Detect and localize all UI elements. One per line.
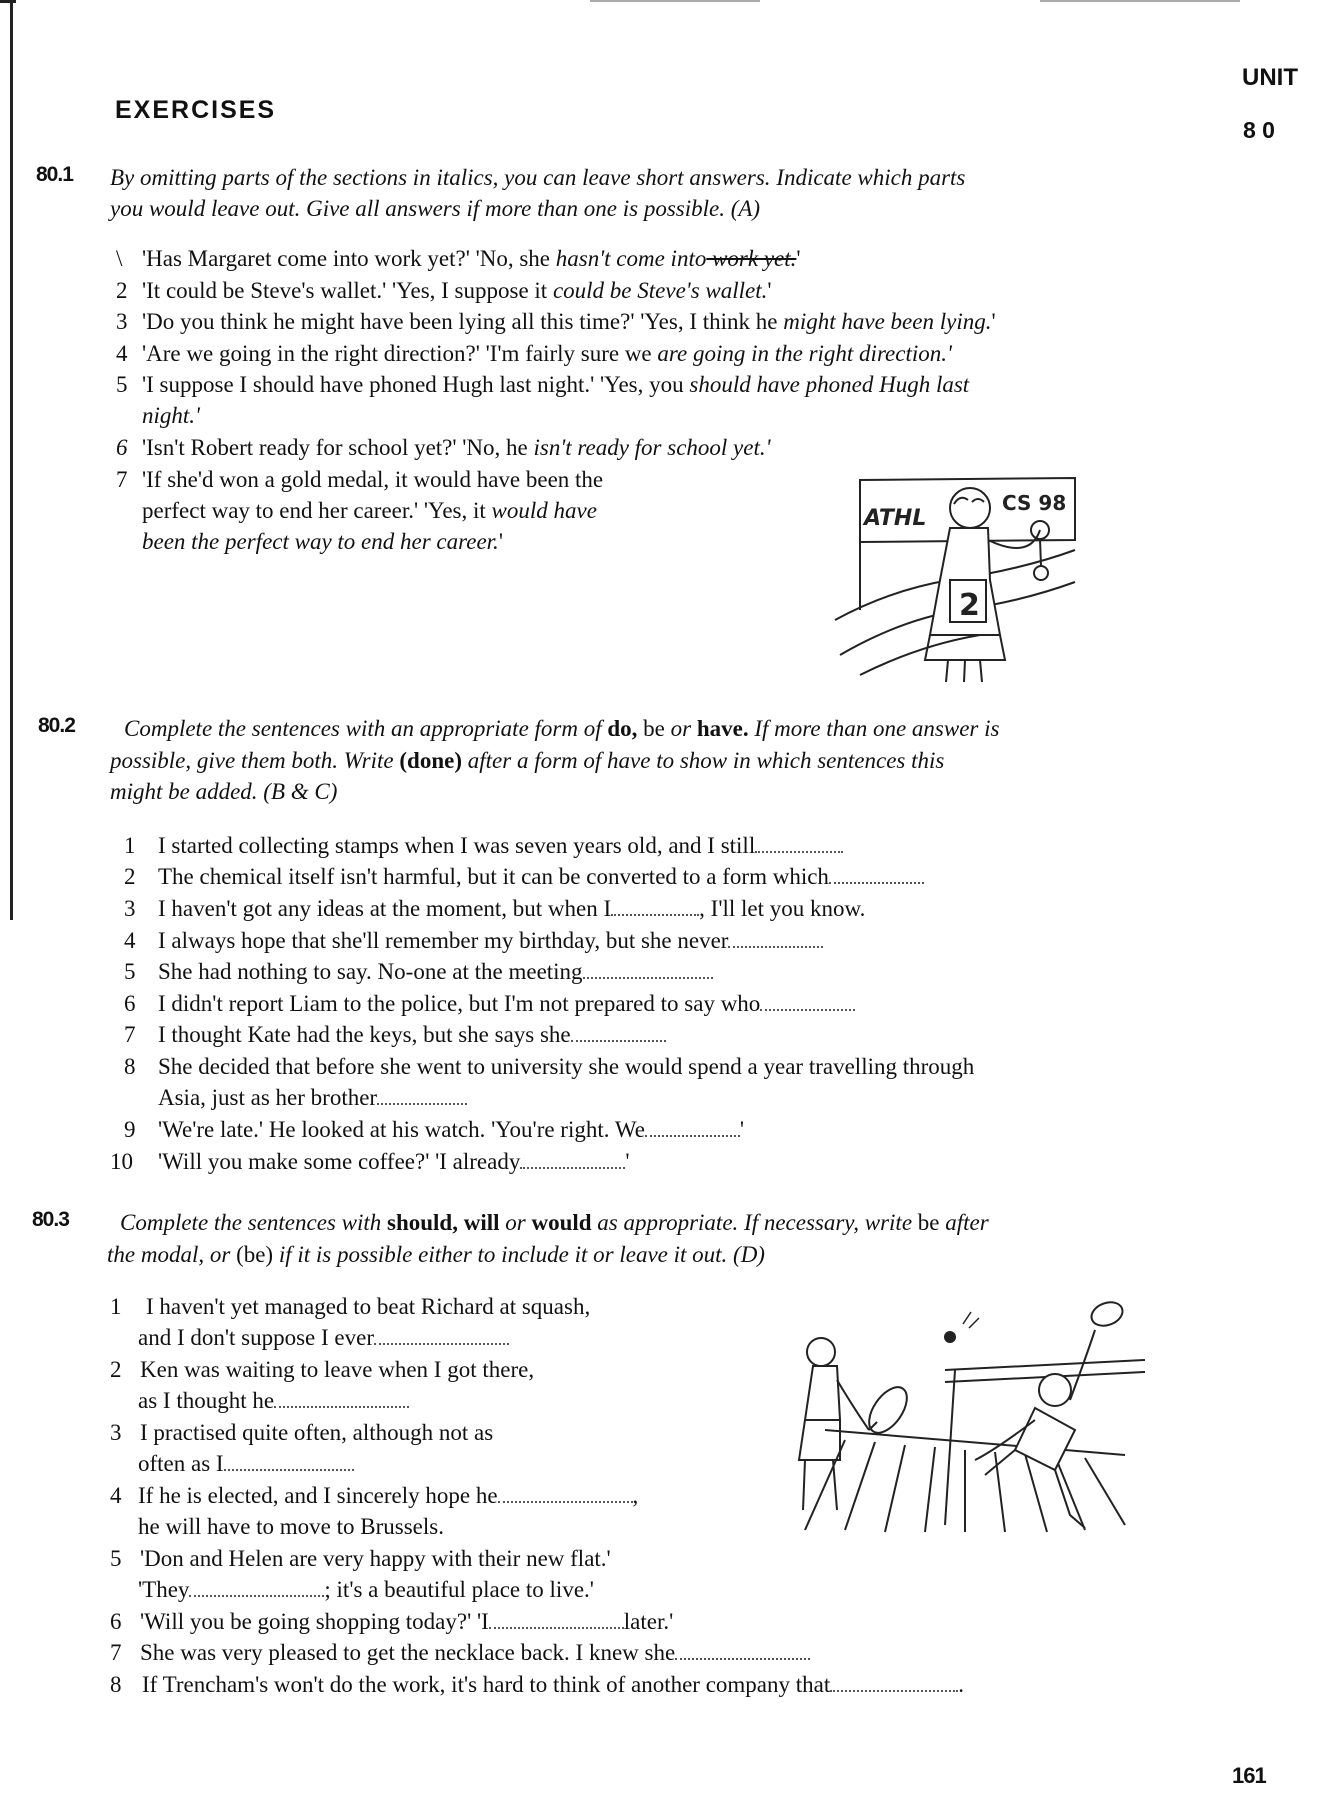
ex3-item-continuation: and I don't suppose I ever	[138, 1323, 509, 1353]
exercise-number-80-1: 80.1	[36, 163, 73, 186]
squash-players-illustration	[785, 1300, 1145, 1540]
answer-blank[interactable]	[583, 959, 713, 979]
answer-blank[interactable]	[755, 833, 843, 853]
ex3-item-continuation: as I thought he	[138, 1386, 409, 1416]
banner-text-left: ATHL	[864, 506, 927, 531]
ex3-item: 2 Ken was waiting to leave when I got there,	[110, 1357, 535, 1382]
ex2-item: 8 She decided that before she went to university she would spend a year travelling through	[124, 1054, 975, 1079]
answer-blank[interactable]	[611, 896, 699, 916]
ex2-instruction-line-3: might be added. (B & C)	[110, 779, 338, 804]
ex1-item: 5 'I suppose I should have phoned Hugh last night.' 'Yes, you should have phoned Hugh last	[116, 372, 970, 397]
answer-blank[interactable]	[377, 1085, 467, 1105]
ex2-item: 5 She had nothing to say. No-one at the meeting	[124, 957, 713, 987]
ex3-item: 3 I practised quite often, although not as	[110, 1420, 494, 1445]
unit-label: UNIT	[1242, 64, 1298, 91]
ex2-item: 1 I started collecting stamps when I was seven years old, and I still	[124, 831, 843, 861]
ex3-item-continuation: 'They ; it's a beautiful place to live.'	[138, 1577, 594, 1602]
answer-blank[interactable]	[274, 1388, 409, 1408]
answer-blank[interactable]	[645, 1117, 740, 1137]
answer-blank[interactable]	[728, 928, 823, 948]
bib-number: 2	[959, 588, 980, 623]
ex1-item: 4 'Are we going in the right direction?' 'I'm fairly sure we are going in the right direction.'	[116, 341, 952, 366]
ex3-item: 6 'Will you be going shopping today?' 'I later.'	[110, 1609, 674, 1634]
ex1-item-continuation: been the perfect way to end her career.'	[142, 529, 503, 554]
ex3-instruction-line-2: the modal, or (be) if it is possible either to include it or leave it out. (D)	[107, 1242, 765, 1267]
ex2-item: 9 'We're late.' He looked at his watch. 'You're right. We '	[124, 1117, 745, 1142]
ex1-item-continuation: perfect way to end her career.' 'Yes, it would have	[142, 498, 597, 523]
ex2-item: 10 'Will you make some coffee?' 'I already '	[110, 1149, 630, 1174]
left-margin-rule	[10, 0, 13, 920]
ex3-item: 5 'Don and Helen are very happy with their new flat.'	[110, 1546, 611, 1571]
answer-blank[interactable]	[489, 1609, 624, 1629]
ex1-item: 2 'It could be Steve's wallet.' 'Yes, I suppose it could be Steve's wallet.'	[116, 278, 772, 303]
ex1-item-continuation: night.'	[142, 403, 200, 428]
exercise-number-80-3: 80.3	[32, 1208, 69, 1231]
ex1-item: 7 'If she'd won a gold medal, it would have been the	[116, 467, 604, 492]
top-corner-mark	[0, 0, 16, 3]
ex2-item: 4 I always hope that she'll remember my birthday, but she never	[124, 926, 823, 956]
answer-blank[interactable]	[520, 1149, 625, 1169]
answer-blank[interactable]	[829, 864, 924, 884]
exercise-number-80-2: 80.2	[38, 714, 75, 737]
unit-number: 8 0	[1243, 117, 1275, 143]
ex2-item: 7 I thought Kate had the keys, but she says she	[124, 1020, 666, 1050]
answer-blank[interactable]	[760, 991, 855, 1011]
answer-blank[interactable]	[224, 1451, 354, 1471]
ex3-item: 4 If he is elected, and I sincerely hope he ,	[110, 1483, 639, 1508]
ex2-item: 6 I didn't report Liam to the police, but I'm not prepared to say who	[124, 989, 855, 1019]
ex3-item-continuation: often as I	[138, 1449, 354, 1479]
athlete-illustration	[830, 470, 1080, 685]
ex2-instruction-line-1: Complete the sentences with an appropriate form of do, be or have. If more than one answer is	[124, 716, 1000, 741]
ex1-instruction-line-1: By omitting parts of the sections in italics, you can leave short answers. Indicate which parts	[110, 165, 966, 190]
ex3-item: 1 I haven't yet managed to beat Richard at squash,	[110, 1294, 591, 1319]
ex3-item-continuation: he will have to move to Brussels.	[138, 1514, 444, 1539]
answer-blank[interactable]	[498, 1483, 633, 1503]
ex2-item: 2 The chemical itself isn't harmful, but it can be converted to a form which	[124, 862, 924, 892]
top-edge-mark-right	[1040, 0, 1240, 2]
ex2-item-continuation: Asia, just as her brother	[158, 1083, 467, 1113]
page-number: 161	[1232, 1763, 1266, 1788]
ex1-item: 3 'Do you think he might have been lying all this time?' 'Yes, I think he might have been lying.'	[116, 309, 996, 334]
ex3-instruction-line-1: Complete the sentences with should, will or would as appropriate. If necessary, write be after	[120, 1210, 989, 1235]
ex3-item: 8 If Trencham's won't do the work, it's hard to think of another company that .	[110, 1672, 965, 1697]
ex3-item: 7 She was very pleased to get the necklace back. I knew she	[110, 1638, 810, 1668]
ex1-instruction-line-2: you would leave out. Give all answers if more than one is possible. (A)	[110, 196, 761, 221]
banner-text-right: CS 98	[1002, 491, 1067, 515]
ex2-instruction-line-2: possible, give them both. Write (done) after a form of have to show in which sentences this	[110, 748, 945, 773]
answer-blank[interactable]	[374, 1325, 509, 1345]
ex1-item: 6 'Isn't Robert ready for school yet?' 'No, he isn't ready for school yet.'	[116, 435, 771, 460]
top-edge-mark	[590, 0, 760, 2]
ex1-item: \ 'Has Margaret come into work yet?' 'No, she hasn't come into work yet.'	[116, 246, 801, 271]
ex2-item: 3 I haven't got any ideas at the moment, but when I , I'll let you know.	[124, 896, 866, 921]
answer-blank[interactable]	[830, 1672, 958, 1692]
answer-blank[interactable]	[571, 1022, 666, 1042]
answer-blank[interactable]	[189, 1577, 324, 1597]
exercises-title: EXERCISES	[115, 96, 277, 124]
answer-blank[interactable]	[675, 1640, 810, 1660]
